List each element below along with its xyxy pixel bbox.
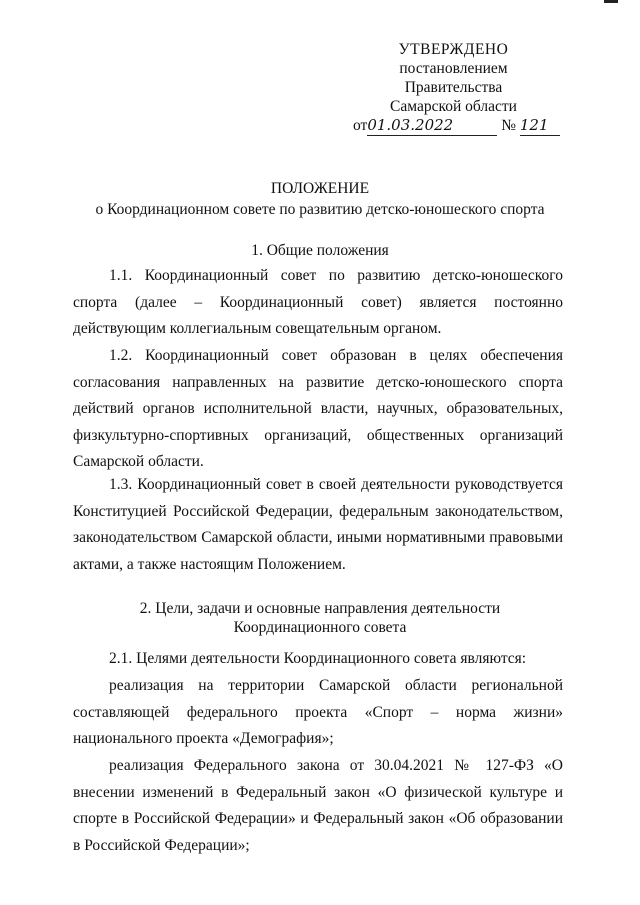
- date-value: 01.03.2022: [367, 116, 454, 134]
- list-item-goal-1: реализация на территории Самарской области региональной составляющей федерального проекта «Спорт – норма жизни» национального проекта «Демография»;: [73, 677, 563, 747]
- paragraph-1-2: 1.2. Координационный совет образован в целях обеспечения согласования направленных на развитие детско-юношеского спорта действий органов исполнительной власти, научных, образовательных, физкультурно-спортивных организаций, общественных организаций Самарской области.: [73, 347, 563, 470]
- scan-mark: [604, 0, 618, 3]
- approval-line-2: Самарской области: [390, 98, 517, 115]
- paragraph-1-1: 1.1. Координационный совет по развитию детско-юношеского спорта (далее – Координационный совет) является постоянно действующим коллегиальным совещательным органом.: [73, 267, 563, 337]
- approval-date-line: [351, 116, 556, 136]
- section-2-title-line-1: 2. Цели, задачи и основные направления деятельности: [139, 600, 501, 617]
- approval-heading: УТВЕРЖДЕНО: [398, 41, 509, 58]
- approval-line-1: постановлением Правительства: [399, 60, 508, 96]
- date-field: [367, 116, 497, 136]
- number-value: 121: [519, 116, 549, 134]
- document-title: ПОЛОЖЕНИЕ: [270, 180, 370, 197]
- document-subtitle: о Координационном совете по развитию детско-юношеского спорта: [95, 201, 545, 218]
- number-prefix: №: [501, 117, 516, 134]
- date-prefix: от: [353, 117, 368, 134]
- list-item-goal-2: реализация Федерального закона от 30.04.2021 № 127-ФЗ «О внесении изменений в Федеральный закон «О физической культуре и спорте в Российской Федерации» и Федеральный закон «Об образовании в Российской Федерации»;: [73, 757, 563, 854]
- section-2-title-line-2: Координационного совета: [233, 619, 407, 636]
- approval-stamp: [351, 40, 556, 136]
- paragraph-1-3: 1.3. Координационный совет в своей деятельности руководствуется Конституцией Российской Федерации, федеральным законодательством, законодательством Самарской области, иными нормативными правовыми актами, а также настоящим Положением.: [73, 476, 563, 573]
- paragraph-2-1: 2.1. Целями деятельности Координационного совета являются:: [109, 650, 527, 667]
- section-1-title: 1. Общие положения: [251, 242, 389, 259]
- number-field: [520, 116, 560, 136]
